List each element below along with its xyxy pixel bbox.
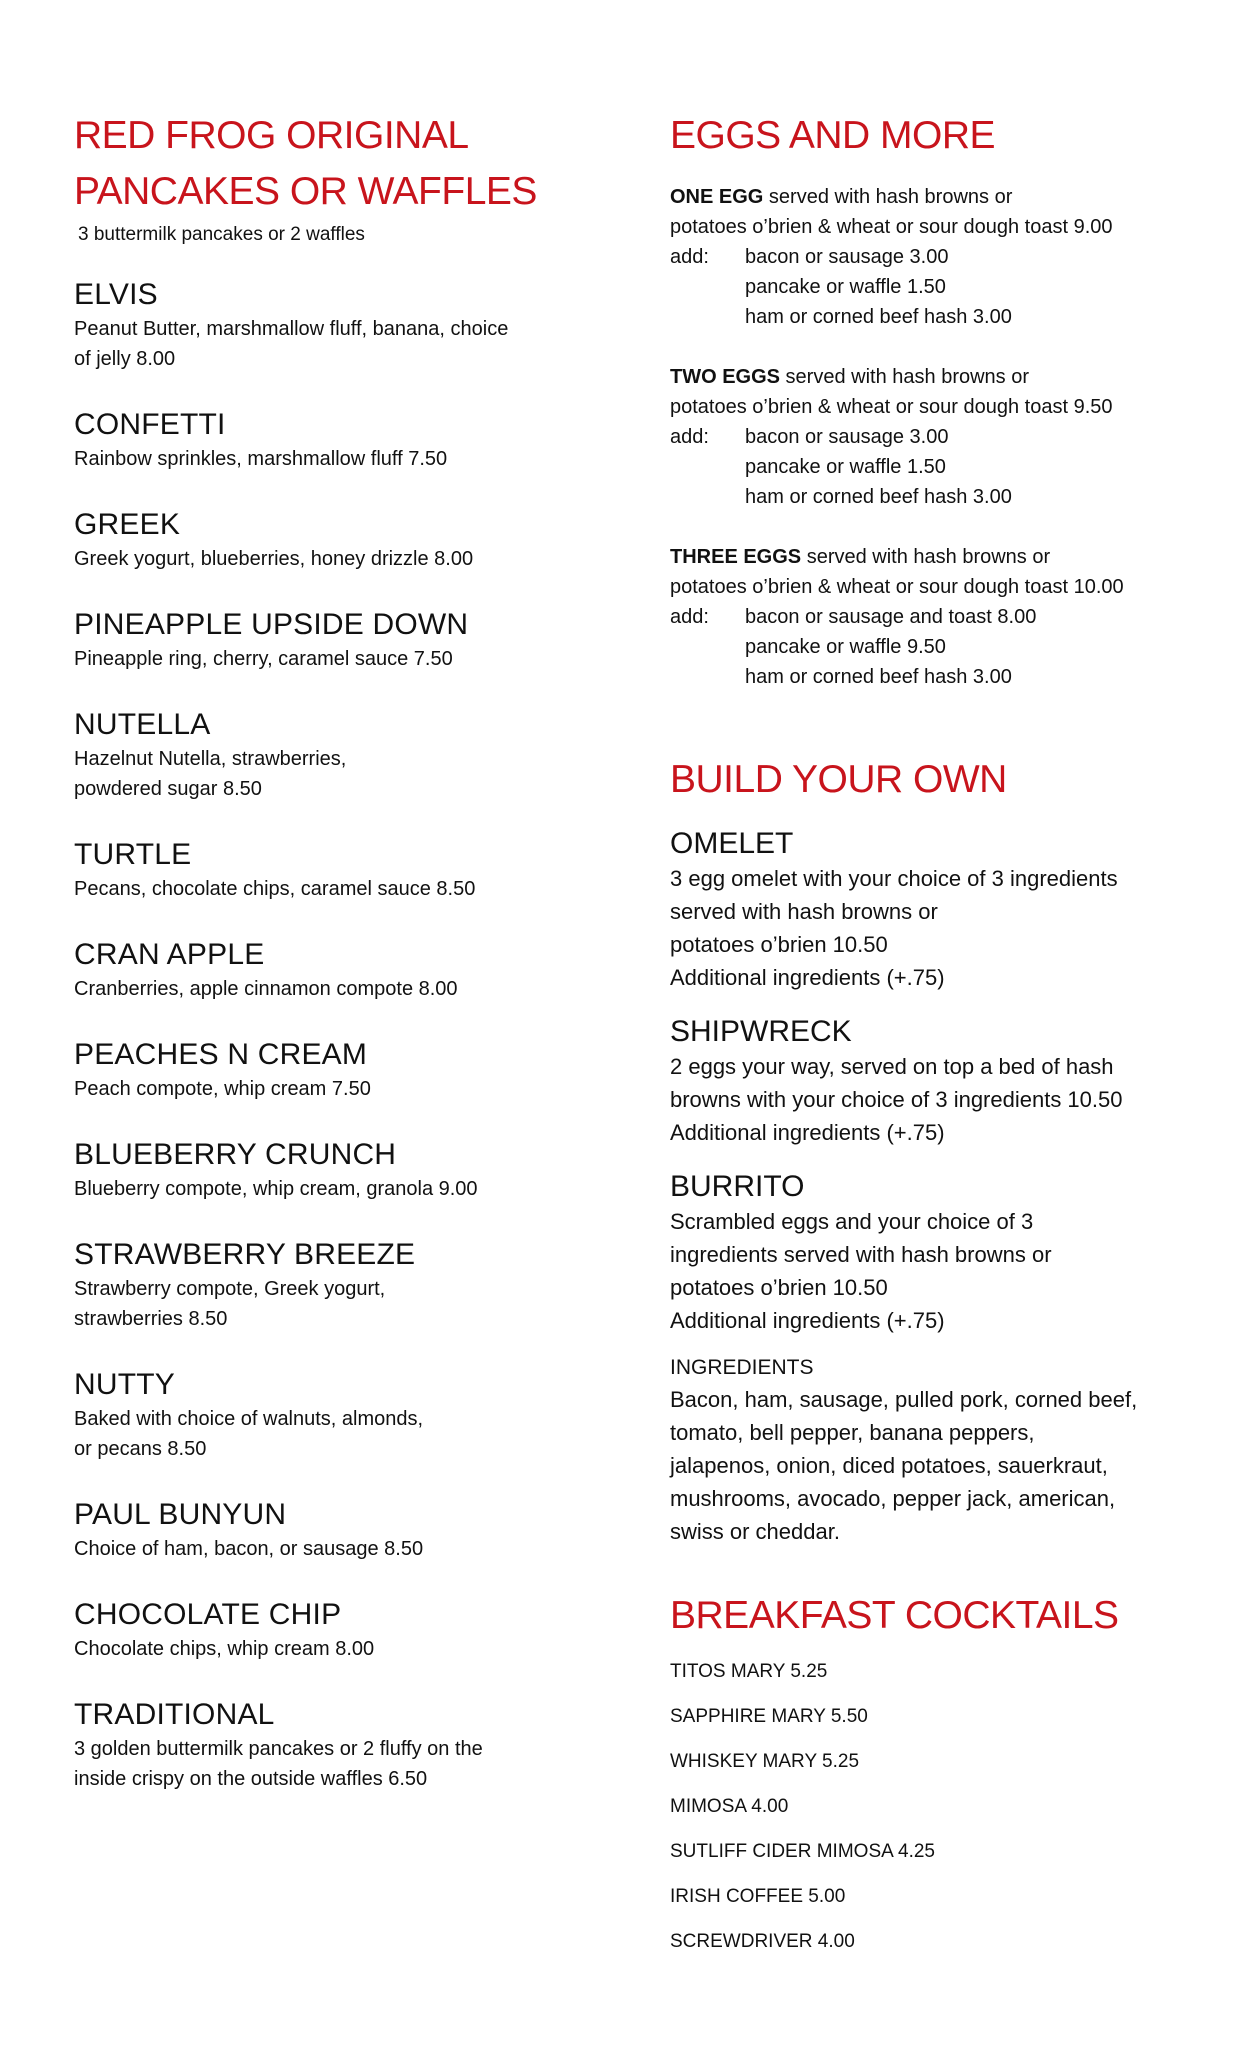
egg-add-label: add: bbox=[670, 606, 709, 628]
menu-item-description-line: of jelly 8.00 bbox=[74, 348, 176, 370]
egg-option-line1 bbox=[670, 362, 1210, 392]
menu-item-name: CHOCOLATE CHIP bbox=[74, 1598, 342, 1631]
egg-option-served: served with hash browns or bbox=[780, 366, 1030, 388]
menu-item-description-line: strawberries 8.50 bbox=[74, 1308, 228, 1330]
menu-item bbox=[74, 506, 614, 574]
egg-option-name: ONE EGG bbox=[670, 186, 764, 208]
pancakes-subtitle: 3 buttermilk pancakes or 2 waffles bbox=[78, 224, 365, 245]
egg-add-items bbox=[745, 242, 1210, 332]
menu-item-description bbox=[74, 1534, 614, 1564]
egg-option bbox=[670, 542, 1210, 692]
menu-item-description-line: Blueberry compote, whip cream, granola 9.00 bbox=[74, 1178, 478, 1200]
menu-item-description-line: Cranberries, apple cinnamon compote 8.00 bbox=[74, 978, 458, 1000]
menu-item-name: PEACHES N CREAM bbox=[74, 1038, 368, 1071]
build-section-title: BUILD YOUR OWN bbox=[670, 758, 1007, 801]
build-item-description-line: Additional ingredients (+.75) bbox=[670, 1120, 945, 1145]
build-item-description-line: potatoes o’brien 10.50 bbox=[670, 932, 888, 957]
cocktails-list bbox=[670, 1660, 1210, 1954]
egg-add-label: add: bbox=[670, 246, 709, 268]
pancake-items-list bbox=[74, 276, 614, 1794]
menu-item-description bbox=[74, 314, 614, 374]
menu-item-name: BLUEBERRY CRUNCH bbox=[74, 1138, 397, 1171]
build-item-name: OMELET bbox=[670, 827, 794, 860]
menu-item-description-line: Peanut Butter, marshmallow fluff, banana, choice bbox=[74, 318, 509, 340]
menu-item-description bbox=[74, 544, 614, 574]
menu-item bbox=[74, 606, 614, 674]
menu-item bbox=[74, 1596, 614, 1664]
egg-option-line2: potatoes o’brien & wheat or sour dough toast 10.00 bbox=[670, 576, 1124, 598]
egg-blocks-list bbox=[670, 182, 1210, 692]
pancakes-title-line2: PANCAKES OR WAFFLES bbox=[74, 170, 537, 213]
menu-item-description bbox=[74, 644, 614, 674]
menu-item-name: PINEAPPLE UPSIDE DOWN bbox=[74, 608, 469, 641]
ingredients-block bbox=[670, 1353, 1210, 1548]
menu-item bbox=[74, 276, 614, 374]
cocktail-item: IRISH COFFEE 5.00 bbox=[670, 1886, 846, 1907]
menu-item-description bbox=[74, 1074, 614, 1104]
egg-add-item: bacon or sausage and toast 8.00 bbox=[745, 606, 1037, 628]
menu-item-description-line: powdered sugar 8.50 bbox=[74, 778, 262, 800]
menu-item-description bbox=[74, 874, 614, 904]
cocktails-section-title: BREAKFAST COCKTAILS bbox=[670, 1594, 1119, 1637]
egg-option-line1 bbox=[670, 182, 1210, 212]
menu-item bbox=[74, 1696, 614, 1794]
egg-add-item: pancake or waffle 1.50 bbox=[745, 276, 946, 298]
build-item-description-line: Scrambled eggs and your choice of 3 bbox=[670, 1209, 1034, 1234]
build-item-description-line: ingredients served with hash browns or bbox=[670, 1242, 1052, 1267]
build-item bbox=[670, 1169, 1210, 1337]
pancakes-column bbox=[74, 108, 614, 1794]
egg-add-items bbox=[745, 602, 1210, 692]
menu-item-description-line: Baked with choice of walnuts, almonds, bbox=[74, 1408, 424, 1430]
menu-item-name: TURTLE bbox=[74, 838, 192, 871]
menu-item-description-line: inside crispy on the outside waffles 6.50 bbox=[74, 1768, 428, 1790]
menu-item bbox=[74, 936, 614, 1004]
egg-add-ons bbox=[670, 602, 1210, 692]
egg-add-item: bacon or sausage 3.00 bbox=[745, 246, 949, 268]
menu-item-description bbox=[74, 1274, 614, 1334]
menu-item-description-line: Peach compote, whip cream 7.50 bbox=[74, 1078, 371, 1100]
egg-option-served: served with hash browns or bbox=[801, 546, 1051, 568]
egg-add-item: ham or corned beef hash 3.00 bbox=[745, 486, 1012, 508]
menu-item-description-line: Hazelnut Nutella, strawberries, bbox=[74, 748, 347, 770]
egg-add-ons bbox=[670, 422, 1210, 512]
build-item bbox=[670, 826, 1210, 994]
menu-item-description bbox=[74, 1734, 614, 1794]
egg-option-line2: potatoes o’brien & wheat or sour dough toast 9.50 bbox=[670, 396, 1113, 418]
build-item-name: SHIPWRECK bbox=[670, 1015, 852, 1048]
menu-item-name: NUTELLA bbox=[74, 708, 211, 741]
menu-item bbox=[74, 406, 614, 474]
menu-item-name: GREEK bbox=[74, 508, 181, 541]
menu-item-name: CONFETTI bbox=[74, 408, 226, 441]
build-item bbox=[670, 1014, 1210, 1149]
pancakes-section-title bbox=[74, 108, 614, 220]
menu-item-description-line: or pecans 8.50 bbox=[74, 1438, 207, 1460]
menu-item bbox=[74, 1036, 614, 1104]
build-item-description-line: 3 egg omelet with your choice of 3 ingredients bbox=[670, 866, 1118, 891]
menu-item-description-line: Strawberry compote, Greek yogurt, bbox=[74, 1278, 386, 1300]
menu-item bbox=[74, 706, 614, 804]
cocktail-item: SAPPHIRE MARY 5.50 bbox=[670, 1706, 868, 1727]
build-items-list bbox=[670, 826, 1210, 1337]
build-item-description bbox=[670, 1050, 1210, 1149]
egg-add-items bbox=[745, 422, 1210, 512]
egg-add-item: ham or corned beef hash 3.00 bbox=[745, 666, 1012, 688]
ingredients-line: Bacon, ham, sausage, pulled pork, corned beef, bbox=[670, 1387, 1138, 1412]
cocktail-item: TITOS MARY 5.25 bbox=[670, 1661, 828, 1682]
menu-item bbox=[74, 1366, 614, 1464]
egg-option-line2: potatoes o’brien & wheat or sour dough toast 9.00 bbox=[670, 216, 1113, 238]
build-item-description bbox=[670, 862, 1210, 994]
menu-item-description-line: Greek yogurt, blueberries, honey drizzle 8.00 bbox=[74, 548, 474, 570]
menu-item-description-line: Chocolate chips, whip cream 8.00 bbox=[74, 1638, 375, 1660]
egg-option bbox=[670, 362, 1210, 512]
cocktail-item: SCREWDRIVER 4.00 bbox=[670, 1931, 855, 1952]
egg-option-name: THREE EGGS bbox=[670, 546, 802, 568]
egg-add-label: add: bbox=[670, 426, 709, 448]
egg-option-name: TWO EGGS bbox=[670, 366, 780, 388]
menu-item-name: TRADITIONAL bbox=[74, 1698, 275, 1731]
egg-add-item: ham or corned beef hash 3.00 bbox=[745, 306, 1012, 328]
menu-item-name: NUTTY bbox=[74, 1368, 175, 1401]
menu-item bbox=[74, 1496, 614, 1564]
ingredients-line: tomato, bell pepper, banana peppers, bbox=[670, 1420, 1035, 1445]
build-item-description-line: served with hash browns or bbox=[670, 899, 938, 924]
pancakes-title-line1: RED FROG ORIGINAL bbox=[74, 114, 469, 157]
menu-item-description-line: 3 golden buttermilk pancakes or 2 fluffy on the bbox=[74, 1738, 483, 1760]
ingredients-line: jalapenos, onion, diced potatoes, sauerkraut, bbox=[670, 1453, 1108, 1478]
menu-item-description bbox=[74, 444, 614, 474]
build-item-description-line: Additional ingredients (+.75) bbox=[670, 965, 945, 990]
menu-item-name: ELVIS bbox=[74, 278, 158, 311]
egg-add-item: bacon or sausage 3.00 bbox=[745, 426, 949, 448]
cocktail-item: SUTLIFF CIDER MIMOSA 4.25 bbox=[670, 1841, 935, 1862]
cocktail-item: MIMOSA 4.00 bbox=[670, 1796, 789, 1817]
ingredients-line: mushrooms, avocado, pepper jack, american, bbox=[670, 1486, 1116, 1511]
menu-item-description bbox=[74, 1634, 614, 1664]
egg-add-item: pancake or waffle 1.50 bbox=[745, 456, 946, 478]
eggs-section-title: EGGS AND MORE bbox=[670, 114, 996, 157]
cocktail-item: WHISKEY MARY 5.25 bbox=[670, 1751, 860, 1772]
menu-item bbox=[74, 1136, 614, 1204]
menu-item-description-line: Choice of ham, bacon, or sausage 8.50 bbox=[74, 1538, 424, 1560]
menu-item-description-line: Pineapple ring, cherry, caramel sauce 7.50 bbox=[74, 648, 453, 670]
menu-item-name: CRAN APPLE bbox=[74, 938, 265, 971]
menu-item-name: STRAWBERRY BREEZE bbox=[74, 1238, 416, 1271]
egg-add-ons bbox=[670, 242, 1210, 332]
menu-item-description-line: Pecans, chocolate chips, caramel sauce 8.50 bbox=[74, 878, 476, 900]
eggs-column bbox=[670, 108, 1210, 1975]
egg-add-item: pancake or waffle 9.50 bbox=[745, 636, 946, 658]
menu-item-description bbox=[74, 974, 614, 1004]
menu-item-description bbox=[74, 1174, 614, 1204]
build-item-description bbox=[670, 1205, 1210, 1337]
ingredients-label: INGREDIENTS bbox=[670, 1356, 814, 1379]
egg-option-served: served with hash browns or bbox=[763, 186, 1013, 208]
egg-option bbox=[670, 182, 1210, 332]
build-item-description-line: browns with your choice of 3 ingredients 10.50 bbox=[670, 1087, 1123, 1112]
menu-item bbox=[74, 1236, 614, 1334]
menu-item-description bbox=[74, 1404, 614, 1464]
build-item-description-line: potatoes o’brien 10.50 bbox=[670, 1275, 888, 1300]
menu-item-description bbox=[74, 744, 614, 804]
ingredients-line: swiss or cheddar. bbox=[670, 1519, 840, 1544]
menu-item-name: PAUL BUNYUN bbox=[74, 1498, 287, 1531]
menu-item bbox=[74, 836, 614, 904]
ingredients-text bbox=[670, 1383, 1210, 1548]
build-item-description-line: 2 eggs your way, served on top a bed of hash bbox=[670, 1054, 1114, 1079]
menu-item-description-line: Rainbow sprinkles, marshmallow fluff 7.50 bbox=[74, 448, 448, 470]
egg-option-line1 bbox=[670, 542, 1210, 572]
build-item-description-line: Additional ingredients (+.75) bbox=[670, 1308, 945, 1333]
build-item-name: BURRITO bbox=[670, 1170, 805, 1203]
